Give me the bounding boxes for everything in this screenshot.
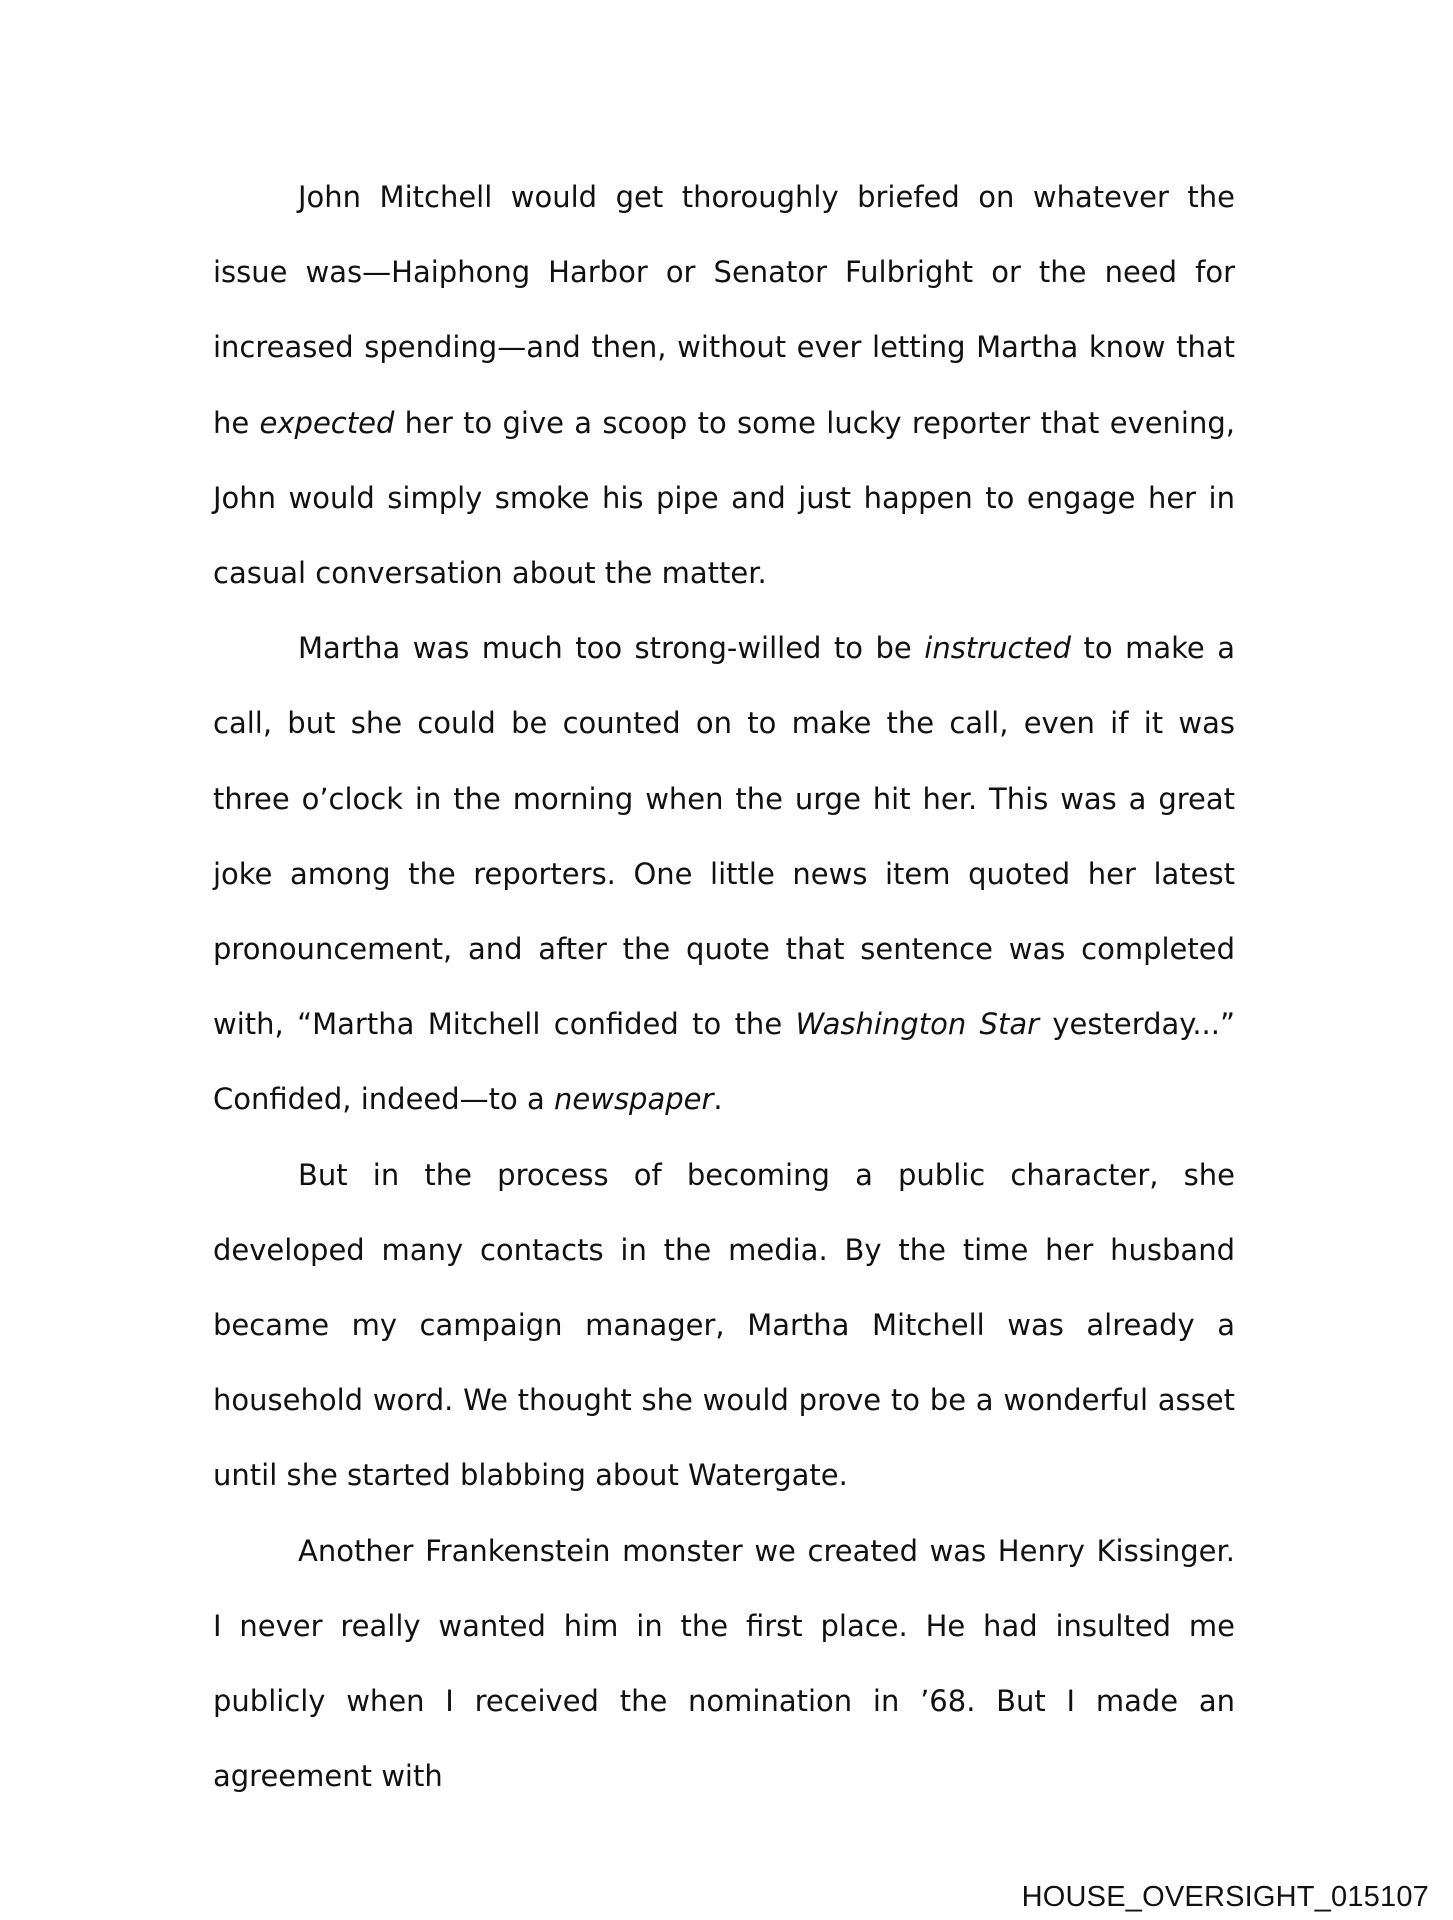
paragraph-1 xyxy=(213,160,1235,611)
text-segment: . xyxy=(713,1082,723,1117)
text-segment: yesterday...” Confided, indeed—to a xyxy=(213,1007,1235,1117)
text-segment: Another Frankenstein monster we created was Henry Kissinger. I never really wanted him in the first place. He had insulted me publicly when I received the nomination in ’68. But I made an agreement with xyxy=(213,1533,1235,1794)
bates-number: HOUSE_OVERSIGHT_015107 xyxy=(1021,1881,1429,1913)
text-segment: to make a call, but she could be counted on to make the call, even if it was three o’clock in the morning when the urge hit her. This was a great joke among the reporters. One little news item quoted her latest pronouncement, and after the quote that sentence was completed with, “Martha Mitchell confided to the xyxy=(213,631,1236,1042)
paragraph-4 xyxy=(213,1514,1235,1815)
text-segment: her to give a scoop to some lucky reporter that evening, John would simply smoke his pipe and just happen to engage her in casual conversation about the matter. xyxy=(213,405,1235,591)
italic-segment: instructed xyxy=(924,631,1072,666)
paragraph-3 xyxy=(213,1138,1235,1514)
italic-segment: newspaper xyxy=(554,1082,714,1117)
italic-segment: expected xyxy=(259,405,395,440)
text-segment: John Mitchell would get thoroughly briefed on whatever the issue was—Haiphong Harbor or Senator Fulbright or the need for increased spending—and then, without ever letting Martha know that he xyxy=(213,180,1235,440)
text-segment: Martha was much too strong-willed to be xyxy=(298,631,925,666)
italic-segment: Washington Star xyxy=(795,1007,1040,1042)
paragraph-2 xyxy=(213,611,1235,1137)
document-body xyxy=(213,160,1235,1814)
text-segment: But in the process of becoming a public character, she developed many contacts in the media. By the time her husband became my campaign manager, Martha Mitchell was already a household word. We thought she would prove to be a wonderful asset until she started blabbing about Watergate. xyxy=(213,1157,1235,1493)
